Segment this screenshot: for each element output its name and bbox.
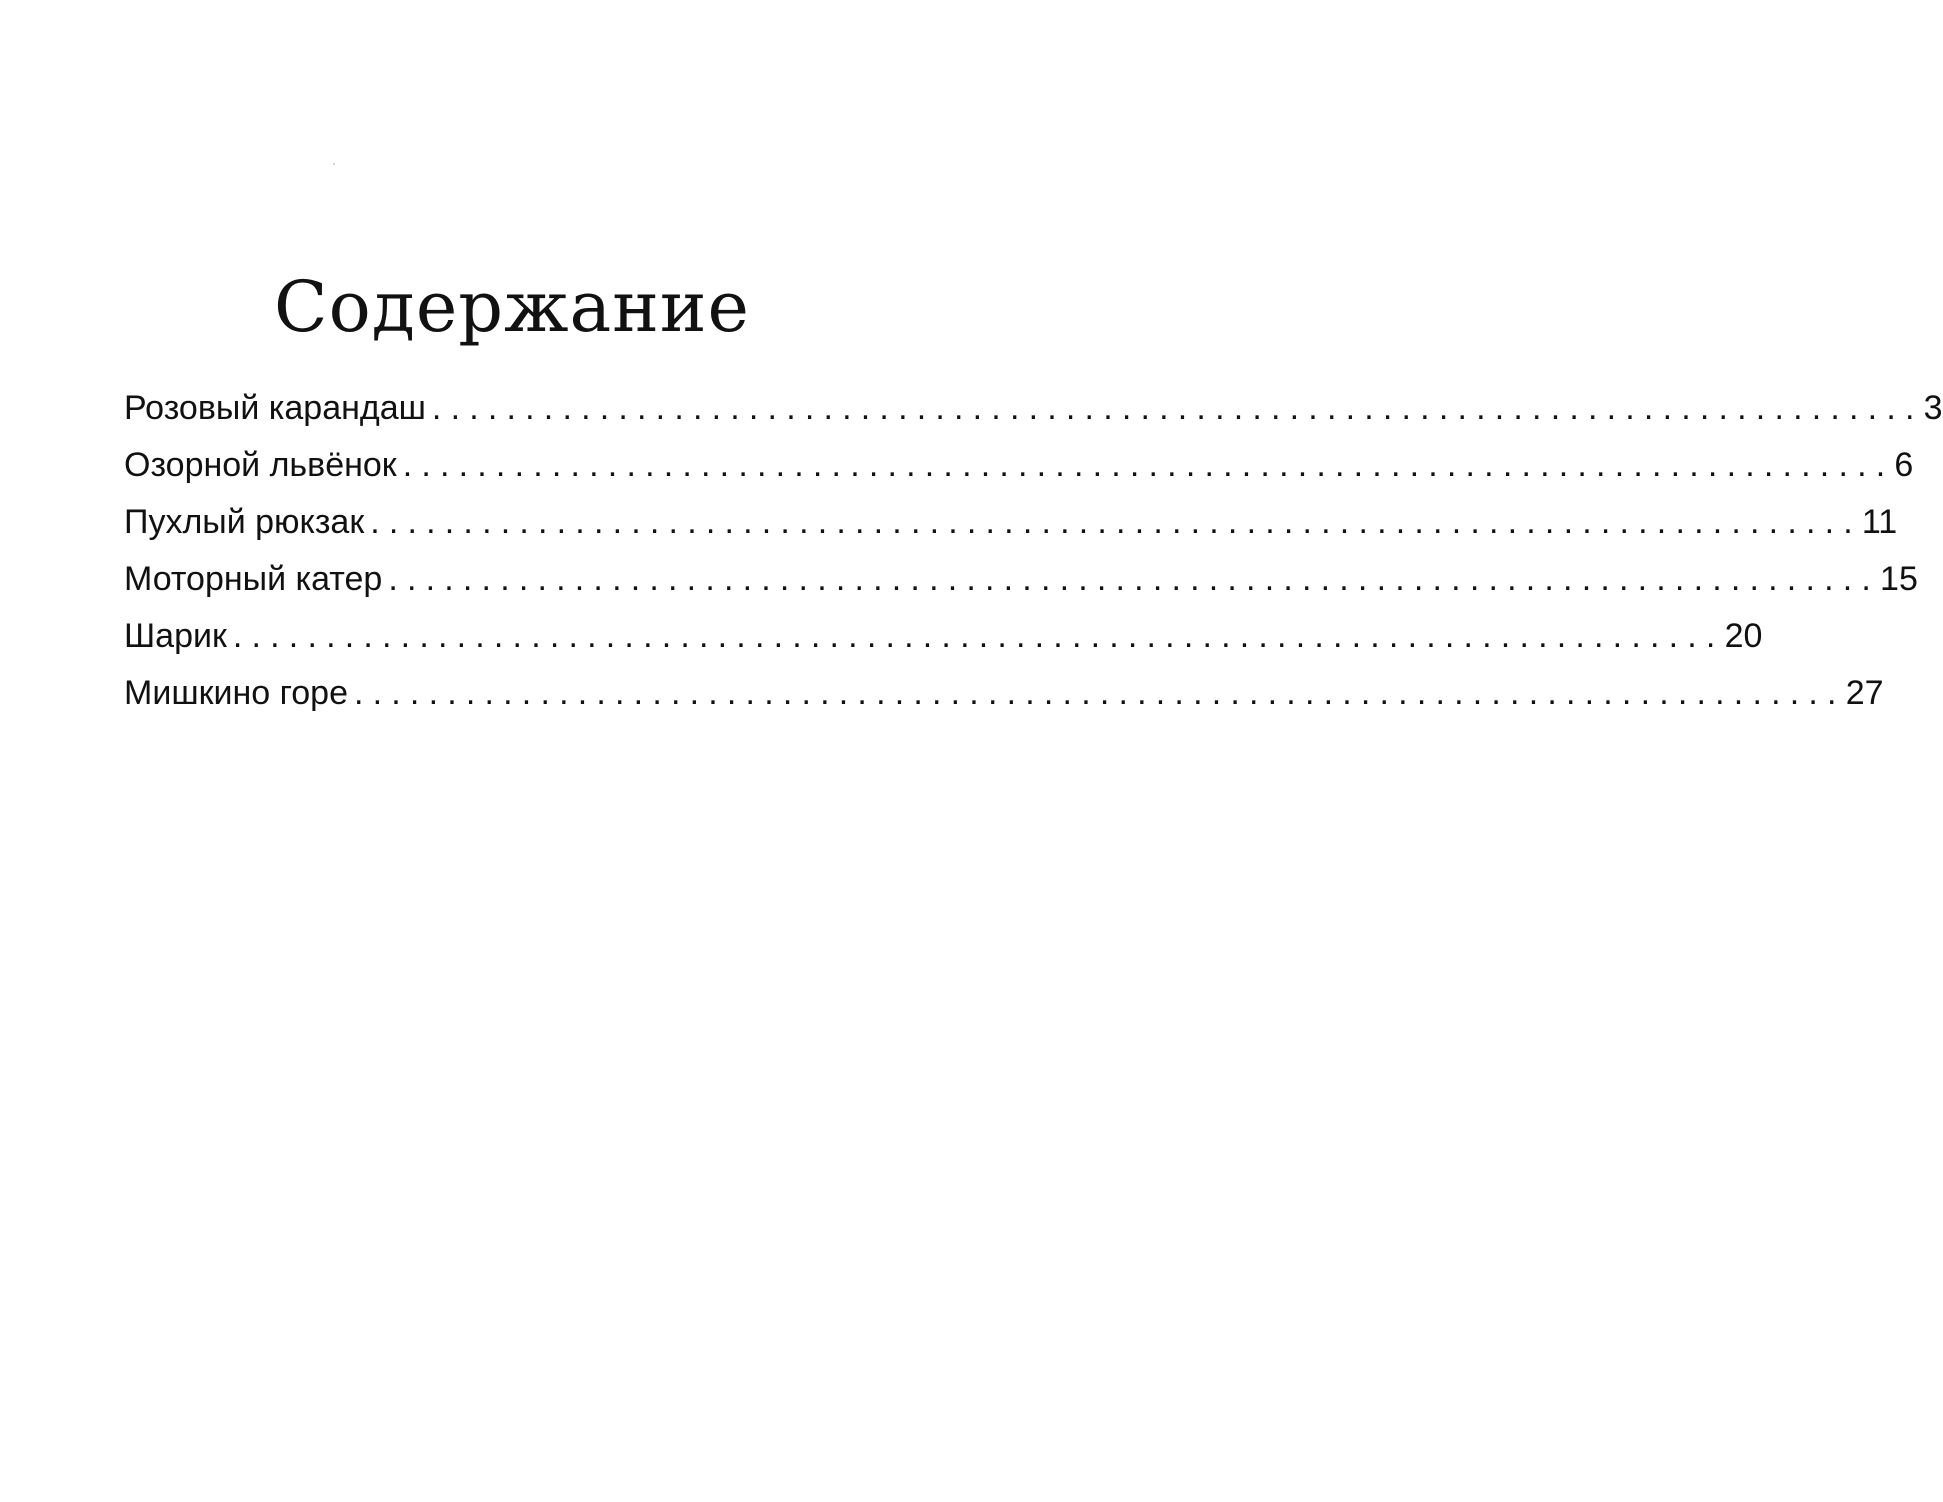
toc-entry-page: 6 (1894, 446, 1914, 484)
toc-entry-title: Розовый карандаш (124, 389, 426, 427)
paper-speck (333, 163, 335, 165)
table-of-contents (124, 380, 1943, 722)
toc-entry[interactable] (124, 380, 1943, 437)
toc-entry[interactable] (124, 437, 1914, 494)
toc-entry[interactable] (124, 665, 1884, 722)
toc-leader-dots: ................................................................................ (388, 560, 1881, 598)
toc-entry[interactable] (124, 494, 1898, 551)
toc-entry-page: 20 (1724, 617, 1763, 655)
toc-entry-title: Моторный катер (124, 560, 383, 598)
page-title: Содержание (274, 266, 750, 348)
toc-entry-title: Шарик (124, 617, 227, 655)
toc-leader-dots: ................................................................................ (353, 674, 1846, 712)
toc-entry[interactable] (124, 608, 1763, 665)
toc-entry-title: Озорной львёнок (124, 446, 397, 484)
toc-entry-page: 3 (1923, 389, 1943, 427)
toc-entry[interactable] (124, 551, 1918, 608)
toc-entry-page: 11 (1861, 503, 1898, 541)
toc-leader-dots: ................................................................................ (402, 446, 1895, 484)
toc-entry-page: 15 (1880, 560, 1918, 598)
toc-leader-dots: ................................................................................ (370, 503, 1862, 541)
toc-entry-title: Мишкино горе (124, 674, 348, 712)
toc-leader-dots: ................................................................................ (232, 617, 1725, 655)
toc-entry-title: Пухлый рюкзак (124, 503, 365, 541)
toc-leader-dots: ................................................................................ (431, 389, 1924, 427)
toc-entry-page: 27 (1845, 674, 1884, 712)
